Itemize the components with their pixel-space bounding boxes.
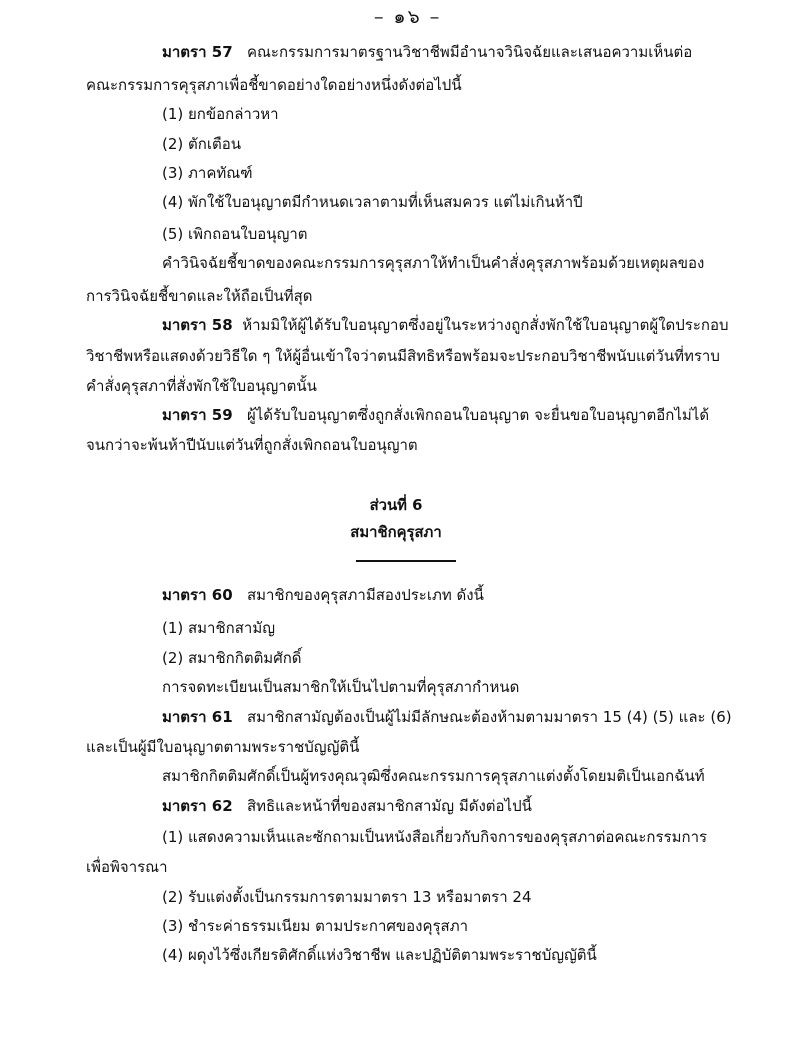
paragraph-text: ผู้ได้รับใบอนุญาตซึ่งถูกสั่งเพิกถอนใบอนุญาต จะยื่นขอใบอนุญาตอีกไม่ได้ xyxy=(246,406,710,424)
paragraph-text: คณะกรรมการมาตรฐานวิชาชีพมีอำนาจวินิจฉัยและเสนอความเห็นต่อ xyxy=(246,43,693,61)
section-label: มาตรา 62 xyxy=(162,797,233,815)
paragraph-line: คำสั่งคุรุสภาที่สั่งพักใช้ใบอนุญาตนั้น xyxy=(86,377,317,395)
paragraph-line: การจดทะเบียนเป็นสมาชิกให้เป็นไปตามที่คุรุสภากำหนด xyxy=(162,678,520,696)
section-label: มาตรา 60 xyxy=(162,586,233,604)
section-58 xyxy=(162,315,729,335)
list-item: (2) ตักเตือน xyxy=(162,135,241,153)
list-item: (3) ภาคทัณฑ์ xyxy=(162,164,253,182)
paragraph-line: วิชาชีพหรือแสดงด้วยวิธีใด ๆ ให้ผู้อื่นเข้าใจว่าตนมีสิทธิหรือพร้อมจะประกอบวิชาชีพนับแต่วันที่ทราบ xyxy=(86,347,720,365)
paragraph-line: จนกว่าจะพ้นห้าปีนับแต่วันที่ถูกสั่งเพิกถอนใบอนุญาต xyxy=(86,436,418,454)
section-59 xyxy=(162,405,709,425)
list-item: (5) เพิกถอนใบอนุญาต xyxy=(162,225,308,243)
paragraph-text: สมาชิกสามัญต้องเป็นผู้ไม่มีลักษณะต้องห้ามตามมาตรา 15 (4) (5) และ (6) xyxy=(246,708,732,726)
paragraph-text: ห้ามมิให้ผู้ได้รับใบอนุญาตซึ่งอยู่ในระหว่างถูกสั่งพักใช้ใบอนุญาตผู้ใดประกอบ xyxy=(242,316,729,334)
list-item: (2) รับแต่งตั้งเป็นกรรมการตามมาตรา 13 หรือมาตรา 24 xyxy=(162,888,532,906)
paragraph-line: คณะกรรมการคุรุสภาเพื่อชี้ขาดอย่างใดอย่างหนึ่งดังต่อไปนี้ xyxy=(86,76,462,94)
section-57 xyxy=(162,42,692,62)
section-label: มาตรา 58 xyxy=(162,316,233,334)
section-62 xyxy=(162,796,532,816)
paragraph-line: สมาชิกกิตติมศักดิ์เป็นผู้ทรงคุณวุฒิซึ่งคณะกรรมการคุรุสภาแต่งตั้งโดยมติเป็นเอกฉันท์ xyxy=(162,767,705,785)
list-item: (4) พักใช้ใบอนุญาตมีกำหนดเวลาตามที่เห็นสมควร แต่ไม่เกินห้าปี xyxy=(162,193,583,211)
list-item: (2) สมาชิกกิตติมศักดิ์ xyxy=(162,649,302,667)
paragraph-text: สิทธิและหน้าที่ของสมาชิกสามัญ มีดังต่อไปนี้ xyxy=(246,797,532,815)
paragraph-line: คำวินิจฉัยชี้ขาดของคณะกรรมการคุรุสภาให้ทำเป็นคำสั่งคุรุสภาพร้อมด้วยเหตุผลของ xyxy=(162,254,705,272)
section-60 xyxy=(162,585,484,605)
page-number: – ๑๖ – xyxy=(374,6,442,28)
paragraph-text: สมาชิกของคุรุสภามีสองประเภท ดังนี้ xyxy=(246,586,484,604)
section-label: มาตรา 61 xyxy=(162,708,233,726)
section-label: มาตรา 57 xyxy=(162,43,233,61)
paragraph-line: การวินิจฉัยชี้ขาดและให้ถือเป็นที่สุด xyxy=(86,287,313,305)
list-item: (1) แสดงความเห็นและซักถามเป็นหนังสือเกี่ยวกับกิจการของคุรุสภาต่อคณะกรรมการ xyxy=(162,828,708,846)
paragraph-line: และเป็นผู้มีใบอนุญาตตามพระราชบัญญัตินี้ xyxy=(86,738,360,756)
list-item: (1) สมาชิกสามัญ xyxy=(162,619,275,637)
part-title: สมาชิกคุรุสภา xyxy=(350,523,442,541)
section-61 xyxy=(162,707,732,727)
section-label: มาตรา 59 xyxy=(162,406,233,424)
part-number: ส่วนที่ 6 xyxy=(369,496,423,514)
list-item: (1) ยกข้อกล่าวหา xyxy=(162,105,279,123)
list-item: (3) ชำระค่าธรรมเนียม ตามประกาศของคุรุสภา xyxy=(162,917,469,935)
paragraph-line: เพื่อพิจารณา xyxy=(86,858,168,876)
heading-rule xyxy=(356,560,456,562)
list-item: (4) ผดุงไว้ซึ่งเกียรติศักดิ์แห่งวิชาชีพ และปฏิบัติตามพระราชบัญญัตินี้ xyxy=(162,946,597,964)
